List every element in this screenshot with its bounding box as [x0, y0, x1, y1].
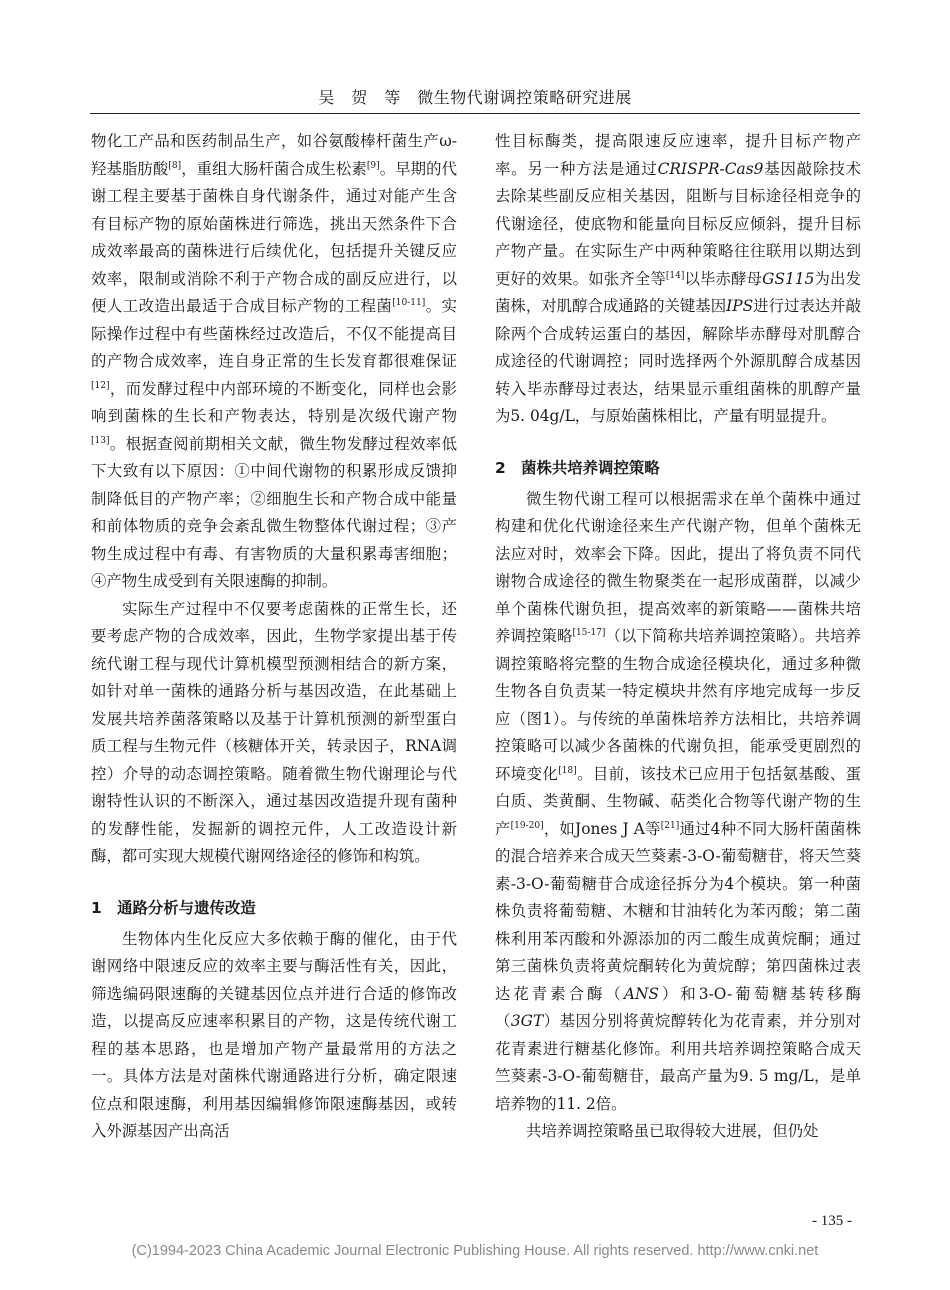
running-header: 吴 贺 等 微生物代谢调控策略研究进展	[318, 88, 632, 107]
citation: [13]	[91, 435, 110, 446]
paragraph: 实际生产过程中不仅要考虑菌株的正常生长，还要考虑产物的合成效率，因此，生物学家提出基于传统代谢工程与现代计算机模型预测相结合的新方案，如针对单一菌株的通路分析与基因改造，在此基础上发展共培养菌落策略以及基于计算机预测的新型蛋白质工程与生物元件（核糖体开关，转录因子，RNA调控）介导的动态调控策略。随着微生物代谢理论与代谢特性认识的不断深入，通过基因改造提升现有菌种的发酵性能，发掘新的调控元件，人工改造设计新酶，都可实现大规模代谢网络途径的修饰和构筑。	[91, 599, 457, 865]
copyright-footer: (C)1994-2023 China Academic Journal Electronic Publishing House. All rights reserved. http://www.cnki.net	[131, 1243, 819, 1259]
citation: [9]	[366, 160, 380, 171]
citation: [15-17]	[572, 627, 606, 638]
page-number: - 135 -	[812, 1213, 852, 1229]
citation: [18]	[558, 765, 577, 776]
citation: [12]	[91, 380, 110, 391]
section-heading: 2 菌株共培养调控策略	[495, 458, 660, 477]
citation: [8]	[168, 160, 182, 171]
left-column	[91, 128, 457, 1146]
citation: [21]	[660, 820, 680, 831]
header-rule	[90, 113, 860, 114]
paragraph: 生物体内生化反应大多依赖于酶的催化，由于代谢网络中限速反应的效率主要与酶活性有关，因此，筛选编码限速酶的关键基因位点并进行合适的修饰改造，以提高反应速率积累目的产物，这是传统代谢工程的基本思路，也是增加产物产量最常用的方法之一。具体方法是对菌株代谢通路进行分析，确定限速位点和限速酶，利用基因编辑修饰限速酶基因，或转入外源基因产出高活	[91, 929, 457, 1140]
right-column	[495, 128, 861, 1146]
citation: [19-20]	[510, 820, 544, 831]
paragraph: 物化工产品和医药制品生产，如谷氨酸棒杆菌生产ω-羟基脂肪酸[8]，重组大肠杆菌合成生松素[9]。早期的代谢工程主要基于菌株自身代谢条件，通过对能产生含有目标产物的原始菌株进行筛选，挑出天然条件下合成效率最高的菌株进行后续优化，包括提升关键反应效率，限制或消除不利于产物合成的副反应进行，以便人工改造出最适于合成目标产物的工程菌[10-11]。实际操作过程中有些菌株经过改造后，不仅不能提高目的产物合成效率，连自身正常的生长发育都很难保证[12]，而发酵过程中内部环境的不断变化，同样也会影响到菌株的生长和产物表达，特别是次级代谢产物[13]。根据查阅前期相关文献，微生物发酵过程效率低下大致有以下原因：①中间代谢物的积累形成反馈抑制降低目的产物产率；②细胞生长和产物合成中能量和前体物质的竞争会紊乱微生物整体代谢过程；③产物生成过程中有毒、有害物质的大量积累毒害细胞；④产物生成受到有关限速酶的抑制。	[91, 132, 457, 590]
section-heading: 1 通路分析与遗传改造	[91, 898, 256, 917]
citation: [10-11]	[392, 297, 426, 308]
paragraph: 微生物代谢工程可以根据需求在单个菌株中通过构建和优化代谢途径来生产代谢产物，但单个菌株无法应对时，效率会下降。因此，提出了将负责不同代谢物合成途径的微生物聚类在一起形成菌群，以减少单个菌株代谢负担，提高效率的新策略——菌株共培养调控策略[15-17]（以下简称共培养调控策略）。共培养调控策略将完整的生物合成途径模块化，通过多种微生物各自负责某一特定模块井然有序地完成每一步反应（图1）。与传统的单菌株培养方法相比，共培养调控策略可以减少各菌株的代谢负担，能承受更剧烈的环境变化[18]。目前，该技术已应用于包括氨基酸、蛋白质、类黄酮、生物碱、萜类化合物等代谢产物的生产[19-20]，如Jones J A等[21]通过4种不同大肠杆菌菌株的混合培养来合成天竺葵素-3-O-葡萄糖苷，将天竺葵素-3-O-葡萄糖苷合成途径拆分为4个模块。第一种菌株负责将葡萄糖、木糖和甘油转化为苯丙酸；第二菌株利用苯丙酸和外源添加的丙二酸生成黄烷酮；通过第三菌株负责将黄烷酮转化为黄烷醇；第四菌株过表达花青素合酶（ANS）和3-O-葡萄糖基转移酶（3GT）基因分别将黄烷醇转化为花青素，并分别对花青素进行糖基化修饰。利用共培养调控策略合成天竺葵素-3-O-葡萄糖苷，最高产量为9. 5 mg/L，是单培养物的11. 2倍。	[495, 489, 861, 1113]
paragraph: 性目标酶类，提高限速反应速率，提升目标产物产率。另一种方法是通过CRISPR-Cas9基因敲除技术去除某些副反应相关基因，阻断与目标途径相竞争的代谢途径，使底物和能量向目标反应倾斜，提升目标产物产量。在实际生产中两种策略往往联用以期达到更好的效果。如张齐全等[14]以毕赤酵母GS115为出发菌株，对肌醇合成通路的关键基因IPS进行过表达并敲除两个合成转运蛋白的基因，解除毕赤酵母对肌醇合成途径的代谢调控；同时选择两个外源肌醇合成基因转入毕赤酵母过表达，结果显示重组菌株的肌醇产量为5. 04g/L，与原始菌株相比，产量有明显提升。	[495, 132, 861, 425]
citation: [14]	[665, 270, 685, 281]
paragraph: 共培养调控策略虽已取得较大进展，但仍处	[526, 1122, 819, 1140]
